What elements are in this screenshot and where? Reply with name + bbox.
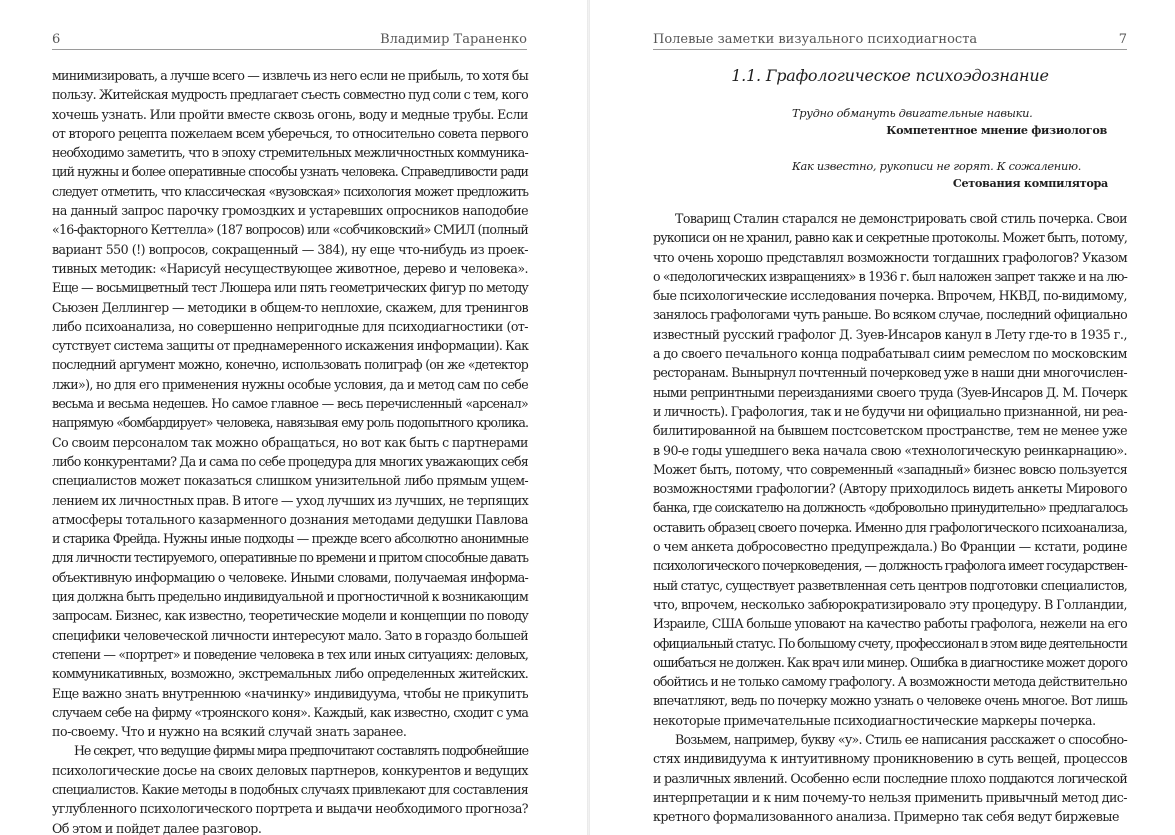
text-line: и старика Фрейда. Нужны иные подходы — прежде всего абсолютно анонимные (52, 531, 528, 547)
text-line: для личности тестируемого, оперативные по времени и притом способные давать (52, 550, 528, 566)
text-line: углубленного психологического портрета и выдачи необходимого прогноза? (52, 801, 528, 817)
text-line: Еще — восьмицветный тест Люшера или пять геометрических фигур по методу (52, 280, 528, 296)
text-line: а до своего печального конца подрабатывал сиим ремеслом по московским (653, 346, 1127, 362)
text-line: ция должна быть предельно индивидуальной и прогностичной к возникающим (52, 589, 528, 605)
text-line: ный статус, существует разветвленная сеть центров подготовки специалистов, (653, 577, 1127, 593)
text-line: пользу. Житейская мудрость предлагает съесть совместно пуд соли с тем, кого (52, 87, 528, 103)
text-line: либо конкурентами? Да и сама по себе процедура для многих уважающих себя (52, 453, 528, 469)
text-line: банка, где соискателю на должность «добровольно принудительно» предлагалось (653, 500, 1127, 516)
text-line: на данный запрос парочку громоздких и устаревших опросников наподобие (52, 203, 528, 219)
text-line: впечатляют, ведь по почерку можно узнать о человеке очень многое. Вот лишь (653, 693, 1127, 709)
text-line: психологического почерковедения, — должность графолога имеет государствен- (653, 558, 1127, 574)
text-line: Сьюзен Деллингер — методики в общем-то неплохие, скажем, для тренингов (52, 299, 528, 315)
text-line: некоторые примечательные психодиагностические маркеры почерка. (653, 712, 1096, 728)
text-line: стях индивидуума к интуитивному проникновению в суть вещей, процессов (653, 751, 1127, 767)
text-line: вариант 550 (!) вопросов, сокращенный — 384), ну еще что-нибудь из проек- (52, 241, 528, 257)
text-line: хочешь узнать. Или пройти вместе сквозь огонь, воду и медные трубы. Если (52, 106, 528, 122)
text-line: Израиле, США больше уповают на качество работы графолога, нежели на его (653, 616, 1127, 632)
text-line: лением их личностных прав. В итоге — уход лучших из лучших, не терпящих (52, 492, 529, 508)
text-line: что очень хорошо представлял возможности тогдашних графологов? Указом (653, 249, 1127, 265)
text-line: необходимо заметить, что в эпоху стремительных межличностных коммуника- (52, 145, 528, 161)
text-line: кретного формализованного анализа. Примерно так себя ведут биржевые (653, 809, 1119, 825)
epigraph-1 (792, 105, 1107, 139)
text-line: и личность). Графология, так и не будучи ни официально признанной, ни реа- (653, 403, 1127, 419)
text-line: Об этом и пойдет далее разговор. (52, 820, 262, 835)
left-page-number: 6 (52, 32, 61, 47)
text-line: запросам. Бизнес, как известно, теоретические модели и концепции по поводу (52, 608, 528, 624)
text-line: интерпретации и к ним почему-то нельзя применить привычный метод дис- (653, 789, 1127, 805)
text-line: Со своим персоналом так можно обращаться, но вот как быть с партнерами (52, 434, 528, 450)
epigraph-quote: Трудно обмануть двигательные навыки. (792, 106, 1033, 120)
header-rule (52, 49, 527, 50)
text-line: ций нужны и более оперативные способы узнать человека. Справедливости ради (52, 164, 528, 180)
text-line: случаем себе на фирму «троянского коня». Каждый, как известно, сходит с ума (52, 704, 528, 720)
text-line: билитированной на бывшем постсоветском пространстве, тем не менее уже (653, 423, 1127, 439)
left-running-head: Владимир Тараненко (380, 32, 527, 47)
right-running-head: Полевые заметки визуального психодиагноста (653, 32, 978, 47)
text-line: специалистов. Какие методы в подобных случаях привлекают для составления (52, 781, 528, 797)
left-body-text (52, 66, 528, 835)
text-line: ными репринтными переизданиями своего труда (Зуев-Инсаров Д. М. Почерк (653, 384, 1127, 400)
text-line: ресторанам. Вынырнул почтенный почерковед уже в наши дни многочислен- (653, 365, 1127, 381)
right-header (653, 30, 1127, 50)
header-rule (653, 49, 1127, 50)
text-line: либо психоанализа, но совершенно непригодные для психодиагностики (от- (52, 318, 528, 334)
epigraph-attribution: Сетования компилятора (952, 176, 1108, 190)
epigraph-2 (792, 158, 1108, 192)
text-line: минимизировать, а лучше всего — извлечь из него если не прибыль, то хотя бы (52, 68, 528, 83)
text-line: занялось графологами чуть раньше. Во всяком случае, последний официально (653, 307, 1127, 323)
text-line: специалистов может показаться слишком унизительной либо прямым ущем- (52, 473, 528, 489)
epigraph-attribution: Компетентное мнение физиологов (886, 123, 1107, 137)
text-line: весьма и весьма недешев. Но самое главное — весь перечисленный «арсенал» (52, 396, 528, 412)
text-line: Не секрет, что ведущие фирмы мира предпочитают составлять подробнейшие (74, 743, 528, 759)
text-line: последний аргумент можно, конечно, использовать полиграф (он же «детектор (52, 357, 528, 373)
text-line: Товарищ Сталин старался не демонстрировать свой стиль почерка. Свои (675, 211, 1127, 226)
text-line: известный русский графолог Д. Зуев-Инсаров канул в Лету где-то в 1935 г., (653, 326, 1127, 342)
text-line: от второго рецепта пожелаем всем уберечься, то относительно совета первого (52, 125, 528, 141)
text-line: Может быть, потому, что современный «западный» бизнес вовсю пользуется (653, 461, 1127, 477)
text-line: степени — «портрет» и поведение человека в тех или иных ситуациях: деловых, (52, 646, 528, 662)
text-line: напрямую «бомбардирует» человека, навязывая ему роль подопытного кролика. (52, 415, 528, 431)
right-page-number: 7 (1118, 32, 1127, 47)
text-line: оставить образец своего почерка. Именно для графологического психоанализа, (653, 519, 1127, 535)
text-line: «16-факторного Кеттелла» (187 вопросов) или «собчиковский» СМИЛ (полный (52, 222, 528, 238)
text-line: сутствует система защиты от преднамеренного искажения информации). Как (52, 338, 529, 354)
text-line: ошибаться не должен. Как врач или минер. Ошибка в диагностике может дорого (653, 654, 1127, 670)
text-line: о чем анкета добросовестно предупреждала.) Во Франции — кстати, родине (653, 539, 1127, 555)
text-line: и различных явлений. Особенно если последние плохо поддаются логической (653, 770, 1127, 786)
text-line: официальный статус. По большому счету, профессионал в этом виде деятельности (653, 635, 1127, 651)
text-line: рукописи он не хранил, равно как и секретные протоколы. Может быть, потому, (653, 230, 1127, 246)
text-line: возможностями графологии? (Автору приходилось видеть анкеты Мирового (653, 481, 1127, 497)
text-line: в 90-е годы ушедшего века начала свою «технологическую реинкарнацию». (653, 442, 1127, 458)
left-header (52, 30, 527, 50)
right-body-text (653, 209, 1127, 827)
text-line: бые психологические исследования почерка. Впрочем, НКВД, по-видимому, (653, 288, 1127, 304)
text-line: Еще важно знать внутреннюю «начинку» индивидуума, чтобы не прикупить (52, 685, 528, 701)
text-line: по-своему. Что и нужно на всякий случай знать заранее. (52, 724, 407, 740)
text-line: обойтись и не только самому графологу. А возможности метода действительно (653, 674, 1127, 690)
text-line: психологические досье на своих деловых партнеров, конкурентов и ведущих (52, 762, 528, 778)
text-line: следует отметить, что классическая «вузовская» психология может предложить (52, 183, 528, 199)
text-line: объективную информацию о человеке. Иными словами, получаемая информа- (52, 569, 528, 585)
text-line: тивных методик: «Нарисуй несуществующее животное, дерево и человека». (52, 260, 528, 276)
epigraph-quote: Как известно, рукописи не горят. К сожалению. (792, 159, 1082, 173)
text-line: атмосферы тотального казарменного дознания методами дедушки Павлова (52, 511, 528, 527)
text-line: что, впрочем, несколько забюрократизировало эту процедуру. В Голландии, (653, 596, 1127, 612)
text-line: специфики человеческой личности интересуют мало. Зато в гораздо большей (52, 627, 528, 643)
text-line: коммуникативных, возможно, экстремальных либо определенных житейских. (52, 666, 528, 682)
text-line: Возьмем, например, букву «у». Стиль ее написания расскажет о способно- (675, 732, 1127, 748)
section-title: 1.1. Графологическое психоэдознание (731, 66, 1049, 85)
text-line: лжи»), но для его применения нужны особые условия, да и метод сам по себе (52, 376, 528, 392)
right-page (590, 0, 1175, 835)
text-line: о «педологических извращениях» в 1936 г. был наложен запрет также и на лю- (653, 268, 1127, 284)
